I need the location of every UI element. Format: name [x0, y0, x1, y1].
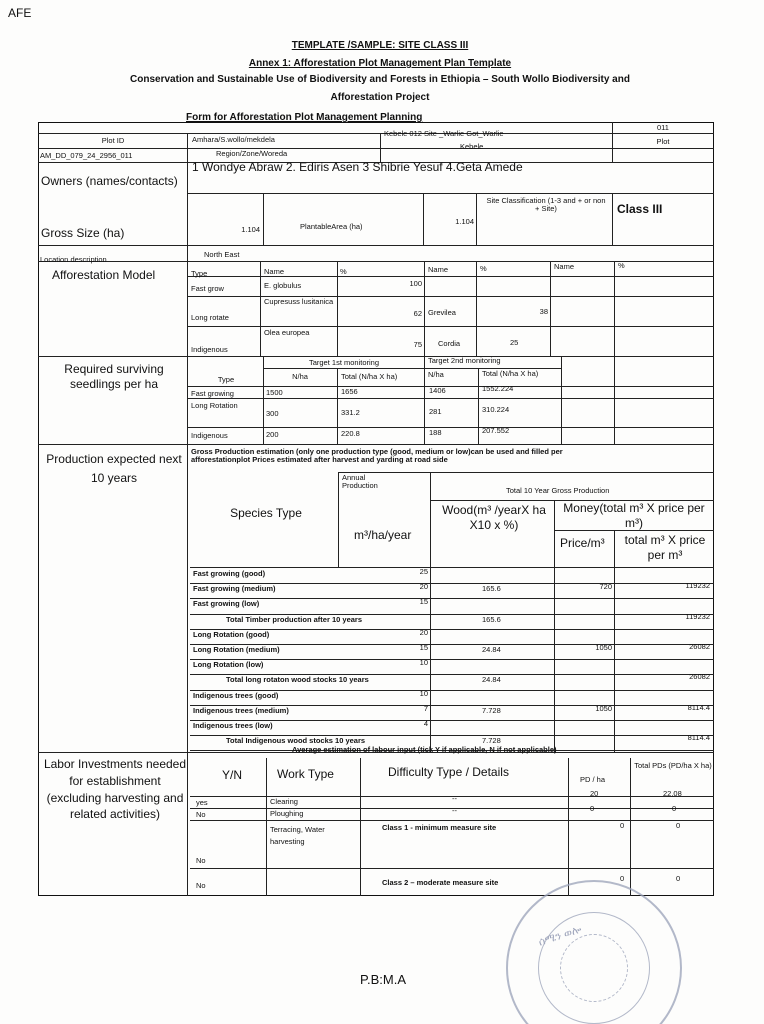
- production-row-annual: 4: [423, 719, 428, 728]
- seedlings-row-n2: 281: [429, 407, 442, 416]
- seedlings-row-type: Fast growing: [191, 389, 234, 398]
- production-row-label: Long Rotation (good): [193, 629, 270, 639]
- seedlings-row-n1: 1500: [266, 388, 283, 397]
- annex-title: Annex 1: Afforestation Plot Management Plan Template: [248, 58, 512, 69]
- production-row-price: 1050: [595, 703, 612, 713]
- production-row-wood: 24.84: [482, 645, 501, 654]
- production-row-wood: 7.728: [482, 705, 501, 715]
- price-header: Price/m³: [560, 536, 605, 550]
- project-title-line2: Afforestation Project: [330, 92, 430, 103]
- labor-note: Average estimation of labour input (tick Y if applicable, N if not applicable): [292, 745, 557, 754]
- labor-row-work: Ploughing: [270, 809, 304, 818]
- region-label: Region/Zone/Woreda: [216, 149, 288, 158]
- species-header: Species Type: [230, 506, 302, 520]
- model-row-pct2: 25: [510, 338, 519, 347]
- labor-row-difficulty: --: [452, 794, 457, 803]
- site-class-label: Site Classification (1-3 and + or non + Site): [486, 196, 606, 214]
- model-row-pct: 100: [409, 279, 422, 288]
- production-row-label: Fast growing (low): [193, 599, 260, 609]
- production-row-money: 119232: [685, 611, 710, 621]
- pd-header: PD / ha: [580, 775, 606, 784]
- model-row-pct2: 38: [539, 307, 548, 316]
- labor-row-pd: 20: [590, 789, 599, 798]
- seedlings-header-n2: N/ha: [428, 370, 444, 379]
- labor-row-yn: No: [196, 881, 206, 890]
- seedlings-row-n1: 200: [266, 430, 279, 439]
- model-header-pct2: %: [480, 264, 487, 273]
- annual-unit: m³/ha/year: [354, 528, 412, 542]
- seedlings-header-type: Type: [217, 375, 235, 384]
- model-header-name1: Name: [264, 267, 285, 276]
- production-row-price: 720: [599, 582, 612, 592]
- template-title: TEMPLATE /SAMPLE: SITE CLASS III: [291, 40, 469, 51]
- production-row-annual: 7: [423, 703, 428, 713]
- model-row-pct: 75: [413, 340, 422, 349]
- plot-id-value: AM_DD_079_24_2956_011: [40, 151, 133, 160]
- seedlings-row-t2: 207.552: [482, 426, 510, 435]
- model-row-type: Indigenous: [191, 345, 228, 354]
- yn-header: Y/N: [222, 768, 243, 782]
- model-header-name3: Name: [554, 262, 575, 271]
- production-row-money: 8114.4: [687, 733, 710, 743]
- production-row-money: 119232: [685, 581, 710, 591]
- form-title: Form for Afforestation Plot Management Planning: [186, 112, 423, 123]
- gross-size-value: 1.104: [241, 225, 260, 234]
- production-row-money: 26082: [689, 672, 710, 682]
- labor-label: Labor Investments needed for establishment (excluding harvesting and related activities): [43, 757, 187, 822]
- location-desc-value: North East: [204, 250, 240, 259]
- labor-row-yn: yes: [196, 798, 208, 807]
- gross-size-label: Gross Size (ha): [41, 226, 125, 240]
- labor-row-pd: 0: [590, 804, 595, 813]
- labor-row-total: 22.08: [663, 789, 682, 798]
- production-row-annual: 10: [419, 658, 428, 668]
- total-price-header: total m³ X price per m³: [624, 533, 706, 562]
- production-row-price: 1050: [595, 643, 612, 652]
- production-note: Gross Production estimation (only one production type (good, medium or low)can be used and filled per afforestationplot Prices estimated after harvest and yarding at road side: [191, 447, 563, 465]
- seedlings-row-type: Long Rotation: [191, 401, 238, 410]
- production-row-annual: 15: [419, 597, 428, 607]
- labor-row-yn: No: [196, 856, 206, 865]
- plot-label: Plot: [656, 137, 670, 146]
- production-row-annual: 20: [419, 582, 428, 592]
- production-row-label: Total long rotaton wood stocks 10 years: [226, 675, 369, 685]
- afforestation-model-label: Afforestation Model: [52, 268, 156, 282]
- wood-header: Wood(m³ /yearX ha X10 x %): [442, 503, 546, 532]
- production-row-label: Total Indigenous wood stocks 10 years: [226, 736, 366, 746]
- production-row-wood: 165.6: [482, 614, 501, 624]
- project-title-line1: Conservation and Sustainable Use of Biodiversity and Forests in Ethiopia – South Wollo Biodiversity and: [130, 74, 630, 85]
- plantable-label: PlantableArea (ha): [300, 222, 363, 231]
- model-row-name: Olea europea: [264, 328, 310, 337]
- seedlings-header-n1: N/ha: [292, 372, 308, 381]
- production-row-annual: 20: [419, 627, 428, 637]
- target1-header: Target 1st monitoring: [308, 358, 380, 367]
- labor-row-difficulty: Class 2 – moderate measure site: [382, 878, 499, 887]
- plantable-value: 1.104: [455, 217, 474, 226]
- labor-row-total: 0: [676, 874, 681, 883]
- production-row-wood: 24.84: [482, 675, 501, 685]
- plot-number: 011: [657, 123, 669, 132]
- seedlings-row-t1: 331.2: [341, 408, 360, 417]
- model-header-name2: Name: [428, 265, 449, 274]
- production-row-label: Fast growing (medium): [193, 584, 276, 594]
- target2-header: Target 2nd monitoring: [428, 356, 501, 365]
- site-class-value: Class III: [617, 202, 663, 216]
- labor-row-yn: No: [196, 810, 206, 819]
- production-row-money: 26082: [689, 642, 710, 651]
- model-row-name: E. globulus: [264, 281, 302, 290]
- labor-row-difficulty: --: [452, 806, 457, 815]
- seedlings-header-t1: Total (N/ha X ha): [341, 372, 398, 381]
- corner-label: AFE: [8, 6, 32, 20]
- owners-value: 1 Wondye Abraw 2. Ediris Asen 3 Shibrie Yesuf 4.Geta Amede: [192, 160, 523, 174]
- plot-id-label: Plot ID: [101, 136, 125, 145]
- kebele-site-value: Kebele 012 Site _Warlie Got_Warlie: [384, 129, 504, 138]
- model-header-pct3: %: [618, 261, 625, 270]
- seedlings-label: Required surviving seedlings per ha: [64, 362, 164, 391]
- labor-row-work: Clearing: [270, 797, 298, 806]
- production-row-annual: 15: [419, 643, 428, 652]
- seedlings-row-t2: 1552.224: [482, 384, 514, 393]
- production-row-wood: 165.6: [482, 584, 501, 594]
- model-row-type: Fast grow: [191, 284, 224, 293]
- model-header-pct1: %: [340, 267, 347, 276]
- total-pds-header: Total PDs (PD/ha X ha): [634, 761, 712, 770]
- difficulty-header: Difficulty Type / Details: [388, 765, 509, 779]
- labor-row-total: 0: [676, 821, 681, 830]
- total-production-header: Total 10 Year Gross Production: [506, 486, 610, 495]
- footer-initials: P.B:M.A: [360, 972, 407, 987]
- model-header-type: Type: [191, 269, 208, 278]
- official-stamp: [506, 880, 682, 1024]
- production-row-label: Long Rotation (low): [193, 660, 264, 670]
- annual-header: Annual Production: [342, 473, 378, 491]
- model-row-type: Long rotate: [191, 313, 229, 322]
- model-row-name2: Cordia: [438, 339, 461, 348]
- model-row-pct: 62: [413, 309, 422, 318]
- seedlings-header-t2: Total (N/ha X ha): [482, 369, 539, 378]
- work-type-header: Work Type: [277, 767, 334, 781]
- production-row-label: Indigenous trees (good): [193, 690, 279, 700]
- location-value: Amhara/S.wollo/mekdela: [192, 135, 275, 144]
- seedlings-row-t2: 310.224: [482, 405, 510, 414]
- location-desc-label: Location description: [40, 255, 107, 264]
- model-row-name2: Grevilea: [428, 308, 456, 317]
- production-row-annual: 10: [419, 688, 428, 698]
- production-row-label: Long Rotation (medium): [193, 645, 280, 654]
- seedlings-row-n1: 300: [266, 409, 279, 418]
- kebele-label: Kebele: [460, 142, 484, 151]
- labor-row-difficulty: Class 1 - minimum measure site: [382, 823, 497, 832]
- labor-row-work: Terracing, Water harvesting: [270, 825, 325, 846]
- seedlings-row-t1: 1656: [341, 387, 358, 396]
- model-row-name: Cupresuss lusitanica: [264, 297, 334, 306]
- labor-row-total: 0: [672, 804, 677, 813]
- production-row-label: Fast growing (good): [193, 569, 266, 578]
- seedlings-row-n2: 1406: [429, 386, 446, 395]
- production-label: Production expected next 10 years: [46, 452, 182, 485]
- production-row-label: Indigenous trees (low): [193, 721, 273, 730]
- stamp-text: ሰሜን ወሎ: [537, 923, 584, 949]
- production-row-label: Indigenous trees (medium): [193, 705, 289, 715]
- seedlings-row-type: Indigenous: [191, 431, 228, 440]
- labor-row-pd: 0: [620, 874, 625, 883]
- seedlings-row-n2: 188: [429, 428, 442, 437]
- production-row-label: Total Timber production after 10 years: [226, 614, 363, 624]
- production-row-annual: 25: [419, 567, 428, 576]
- owners-label: Owners (names/contacts): [41, 174, 178, 188]
- money-header: Money(total m³ X price per m³): [563, 501, 705, 530]
- production-row-wood: 7.728: [482, 736, 501, 746]
- seedlings-row-t1: 220.8: [341, 429, 360, 438]
- production-row-money: 8114.4: [687, 702, 710, 712]
- labor-row-pd: 0: [620, 821, 625, 830]
